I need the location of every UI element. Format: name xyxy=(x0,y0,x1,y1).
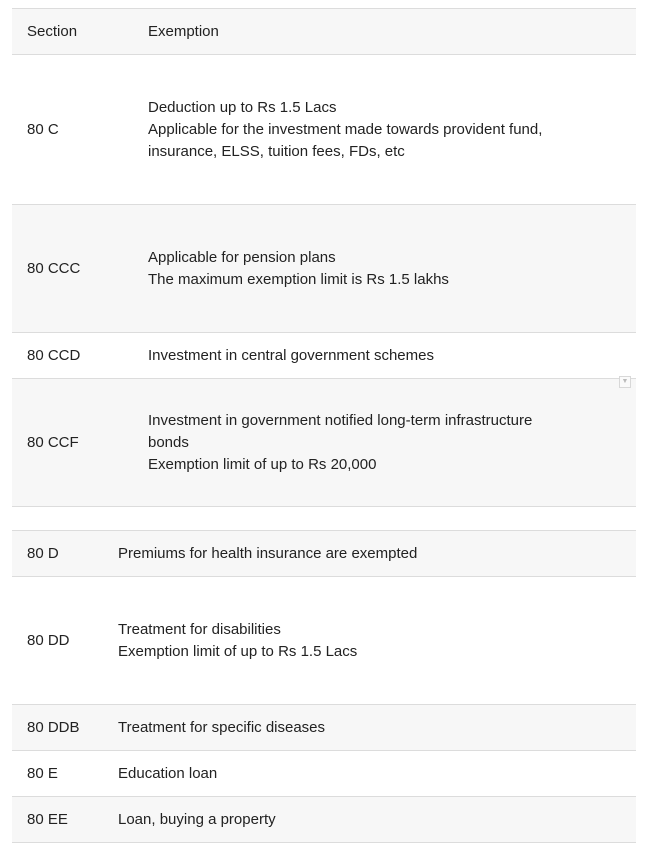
table-row xyxy=(12,379,636,507)
exemption-line: bonds xyxy=(148,433,189,451)
exemption-line: Investment in central government schemes xyxy=(148,346,434,364)
row-exemption xyxy=(118,531,636,577)
header-exemption: Exemption xyxy=(148,9,636,55)
row-exemption xyxy=(148,55,636,205)
chevron-down-icon[interactable]: ▼ xyxy=(619,376,631,388)
row-exemption xyxy=(118,797,636,843)
tax-exemption-table-continued xyxy=(12,530,636,843)
exemption-line: Exemption limit of up to Rs 20,000 xyxy=(148,455,377,473)
tax-exemption-table xyxy=(12,8,636,507)
row-section: 80 D xyxy=(12,531,118,577)
row-exemption xyxy=(148,333,636,379)
row-section: 80 C xyxy=(12,55,148,205)
exemption-line: Applicable for the investment made towards provident fund, xyxy=(148,120,543,138)
row-exemption xyxy=(148,205,636,333)
row-section: 80 E xyxy=(12,751,118,797)
row-exemption xyxy=(118,577,636,705)
table-row xyxy=(12,333,636,379)
exemption-line: Loan, buying a property xyxy=(118,810,276,828)
exemption-line: Deduction up to Rs 1.5 Lacs xyxy=(148,98,337,116)
table-row xyxy=(12,531,636,577)
row-section: 80 CCC xyxy=(12,205,148,333)
exemption-line: Treatment for specific diseases xyxy=(118,718,326,736)
row-exemption xyxy=(148,379,636,507)
exemption-line: insurance, ELSS, tuition fees, FDs, etc xyxy=(148,142,405,160)
table-header-row xyxy=(12,9,636,55)
exemption-line: Applicable for pension plans xyxy=(148,248,336,266)
exemption-line: Investment in government notified long-term infrastructure xyxy=(148,411,533,429)
exemption-line: Treatment for disabilities xyxy=(118,620,281,638)
header-section: Section xyxy=(12,9,148,55)
row-section: 80 DD xyxy=(12,577,118,705)
exemption-line: Education loan xyxy=(118,764,218,782)
row-section: 80 EE xyxy=(12,797,118,843)
table-row xyxy=(12,205,636,333)
exemption-line: Premiums for health insurance are exempted xyxy=(118,544,418,562)
row-section: 80 CCD xyxy=(12,333,148,379)
table-row xyxy=(12,705,636,751)
row-exemption xyxy=(118,705,636,751)
row-section: 80 CCF xyxy=(12,379,148,507)
row-section: 80 DDB xyxy=(12,705,118,751)
exemption-line: The maximum exemption limit is Rs 1.5 lakhs xyxy=(148,270,449,288)
exemption-line: Exemption limit of up to Rs 1.5 Lacs xyxy=(118,642,358,660)
table-row xyxy=(12,577,636,705)
table-row xyxy=(12,751,636,797)
table-row xyxy=(12,797,636,843)
row-exemption xyxy=(118,751,636,797)
table-row xyxy=(12,55,636,205)
